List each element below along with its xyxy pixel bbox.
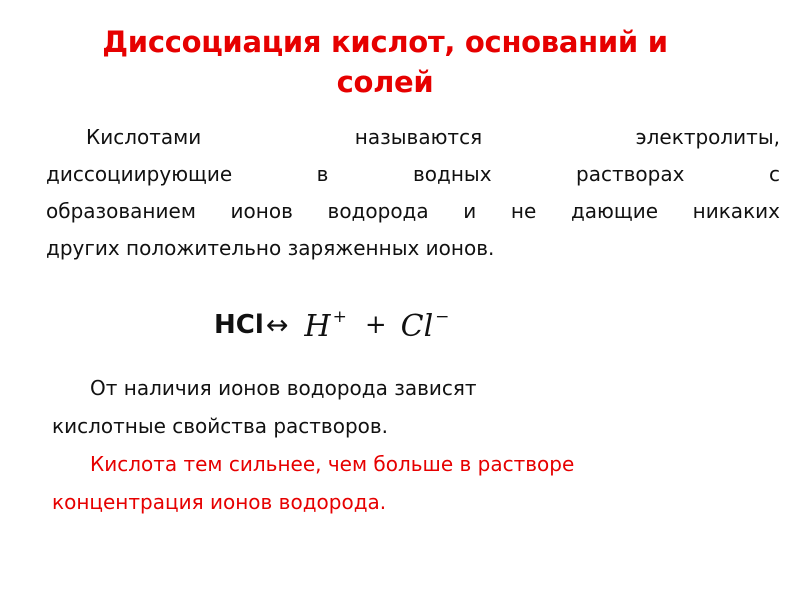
- definition-word: электролиты,: [635, 125, 780, 149]
- chloride-symbol: Cl: [400, 308, 434, 344]
- hydrogen-charge: +: [332, 306, 347, 327]
- acid-definition: [46, 119, 780, 267]
- definition-word: ионов: [230, 199, 293, 223]
- definition-word: дающие: [570, 199, 659, 223]
- hydrogen-symbol: H: [304, 308, 331, 344]
- chloride-charge: −: [435, 306, 450, 327]
- dissociation-equation: [214, 300, 449, 350]
- definition-word: образованием: [46, 199, 196, 223]
- paragraph-1-line-1: От наличия ионов водорода зависят: [90, 376, 477, 400]
- paragraph-2-line-2: концентрация ионов водорода.: [52, 490, 387, 514]
- title-line-1: Диссоциация кислот, оснований и: [102, 25, 668, 59]
- definition-word: растворах: [576, 162, 685, 186]
- paragraph-acid-strength: [52, 445, 574, 521]
- plus-sign: +: [364, 310, 387, 340]
- paragraph-1-line-2: кислотные свойства растворов.: [52, 414, 389, 438]
- definition-word: Кислотами: [86, 125, 202, 149]
- definition-line-3: [46, 193, 780, 230]
- hydrogen-ion: [304, 307, 346, 344]
- definition-word: в: [316, 162, 329, 186]
- definition-word: не: [510, 199, 537, 223]
- definition-word: водорода: [327, 199, 429, 223]
- chloride-ion: [401, 307, 450, 344]
- definition-word: диссоциирующие: [46, 162, 233, 186]
- definition-line-1: [46, 119, 780, 156]
- paragraph-2-line-1: Кислота тем сильнее, чем больше в растворе: [90, 452, 575, 476]
- definition-word: никаких: [692, 199, 780, 223]
- title-line-2: солей: [336, 65, 434, 99]
- equilibrium-arrow-icon: ↔: [265, 309, 289, 341]
- slide-title: [60, 22, 710, 102]
- paragraph-acid-properties: [52, 369, 477, 445]
- definition-line-2: [46, 156, 780, 193]
- definition-word: и: [463, 199, 477, 223]
- definition-word: с: [768, 162, 780, 186]
- reactant-formula: HCl: [214, 310, 264, 340]
- definition-word: водных: [412, 162, 492, 186]
- definition-word: называются: [354, 125, 483, 149]
- definition-line-4: других положительно заряженных ионов.: [46, 236, 495, 260]
